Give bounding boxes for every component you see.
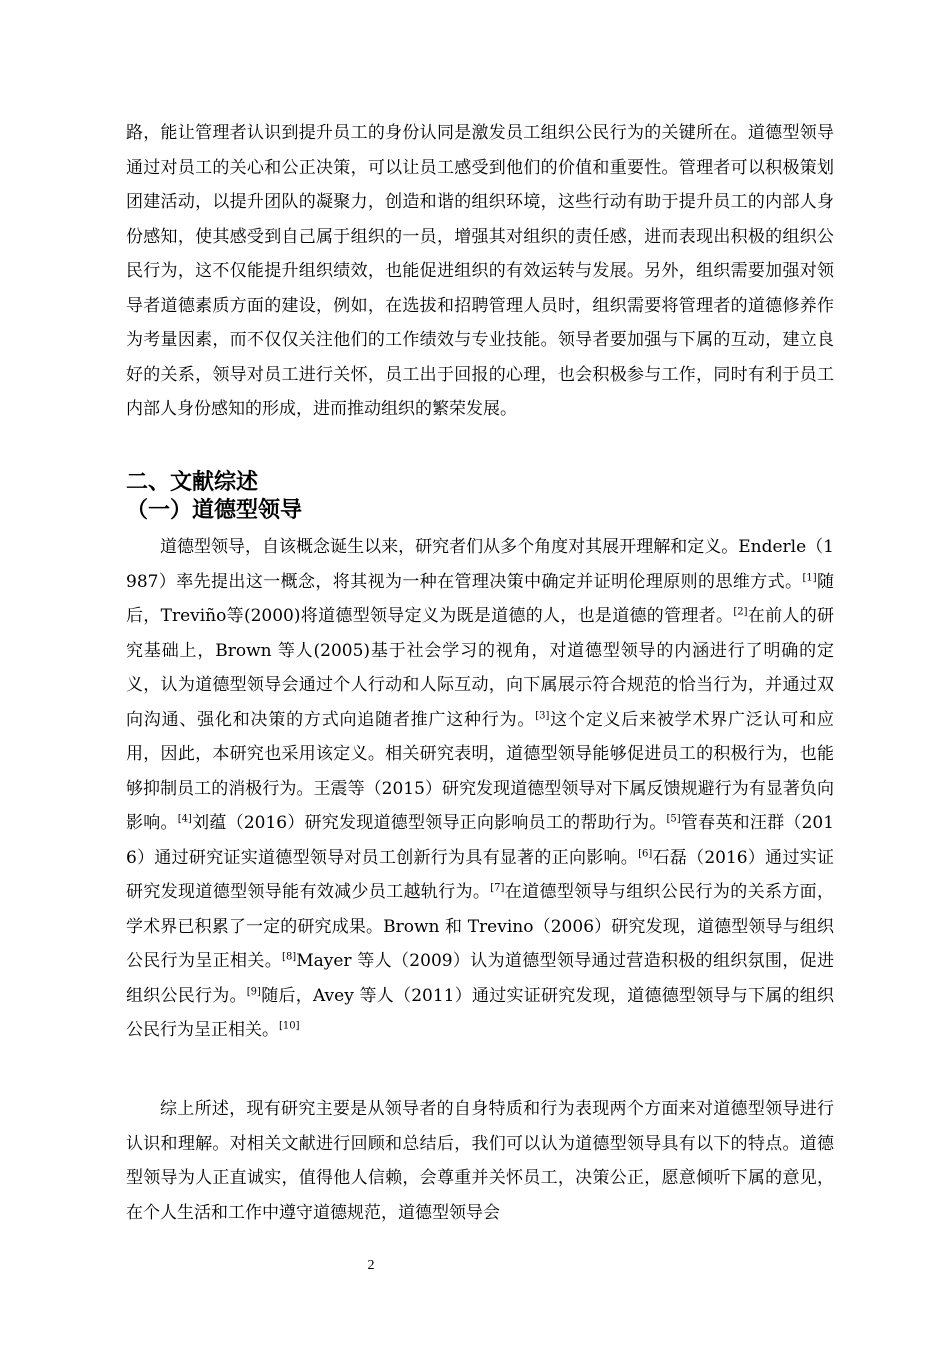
text-run: 随后，Avey 等人（2011）通过实证研究发现，道德德型领导与下属的组织公民行为呈正相关。 bbox=[126, 985, 834, 1040]
text-run: 这个定义后来被学术界广泛认可和应用，因此，本研究也采用该定义。相关研究表明，道德型领导能够促进员工的积极行为，也能够抑制员工的消极行为。王震等（2015）研究发现道德型领导对下属反馈规避行为有显著负向影响。 bbox=[126, 709, 835, 833]
paragraph-literature bbox=[126, 530, 834, 1048]
text-run: 管春英和汪群（2016）通过研究证实道德型领导对员工创新行为具有显著的正向影响。 bbox=[126, 813, 835, 868]
text-run: 随后，Treviño等(2000)将道德型领导定义为既是道德的人，也是道德的管理者。 bbox=[126, 571, 835, 626]
text-run: 在前人的研究基础上，Brown 等人(2005)基于社会学习的视角，对道德型领导的内涵进行了明确的定义，认为道德型领导会通过个人行动和人际互动，向下属展示符合规范的恰当行为，并通过双向沟通、强化和决策的方式向追随者推广这种行为。 bbox=[126, 606, 835, 730]
citation-ref: [6] bbox=[638, 847, 653, 859]
section-heading: 二、文献综述 bbox=[126, 470, 259, 495]
subsection-heading: （一）道德型领导 bbox=[126, 498, 303, 523]
text-run: 刘蕴（2016）研究发现道德型领导正向影响员工的帮助行为。 bbox=[191, 813, 667, 833]
citation-ref: [8] bbox=[282, 951, 297, 963]
paragraph-continued: 路，能让管理者认识到提升员工的身份认同是激发员工组织公民行为的关键所在。道德型领导通过对员工的关心和公正决策，可以让员工感受到他们的价值和重要性。管理者可以积极策划团建活动，以提升团队的凝聚力，创造和谐的组织环境，这些行动有助于提升员工的内部人身份感知，使其感受到自己属于组织的一员，增强其对组织的责任感，进而表现出积极的组织公民行为，这不仅能提升组织绩效，也能促进组织的有效运转与发展。另外，组织需要加强对领导者道德素质方面的建设，例如，在选拔和招聘管理人员时，组织需要将管理者的道德修养作为考量因素，而不仅仅关注他们的工作绩效与专业技能。领导者要加强与下属的互动，建立良好的关系，领导对员工进行关怀，员工出于回报的心理，也会积极参与工作，同时有利于员工内部人身份感知的形成，进而推动组织的繁荣发展。 bbox=[126, 123, 834, 419]
citation-ref: [7] bbox=[490, 882, 505, 894]
citation-ref: [10] bbox=[279, 1020, 300, 1032]
citation-ref: [1] bbox=[802, 571, 817, 583]
citation-ref: [2] bbox=[733, 606, 748, 618]
citation-ref: [4] bbox=[177, 813, 192, 825]
paragraph-summary: 综上所述，现有研究主要是从领导者的自身特质和行为表现两个方面来对道德型领导进行认识和理解。对相关文献进行回顾和总结后，我们可以认为道德型领导具有以下的特点。道德型领导为人正直诚实，值得他人信赖，会尊重并关怀员工，决策公正，愿意倾听下属的意见，在个人生活和工作中遵守道德规范，道德型领导会 bbox=[126, 1099, 834, 1223]
page-number: 2 bbox=[367, 1258, 375, 1273]
citation-ref: [5] bbox=[666, 813, 681, 825]
text-run: 在道德型领导与组织公民行为的关系方面，学术界已积累了一定的研究成果。Brown 和 Trevino（2006）研究发现，道德型领导与组织公民行为呈正相关。 bbox=[126, 882, 835, 971]
text-run: Mayer 等人（2009）认为道德型领导通过营造积极的组织氛围，促进组织公民行为。 bbox=[126, 951, 835, 1006]
citation-ref: [9] bbox=[246, 985, 261, 997]
text-run: 道德型领导，自该概念诞生以来，研究者们从多个角度对其展开理解和定义。Enderle（1987）率先提出这一概念，将其视为一种在管理决策中确定并证明伦理原则的思维方式。 bbox=[126, 537, 834, 592]
text-run: 石磊（2016）通过实证研究发现道德型领导能有效减少员工越轨行为。 bbox=[126, 847, 834, 902]
citation-ref: [3] bbox=[535, 709, 550, 721]
